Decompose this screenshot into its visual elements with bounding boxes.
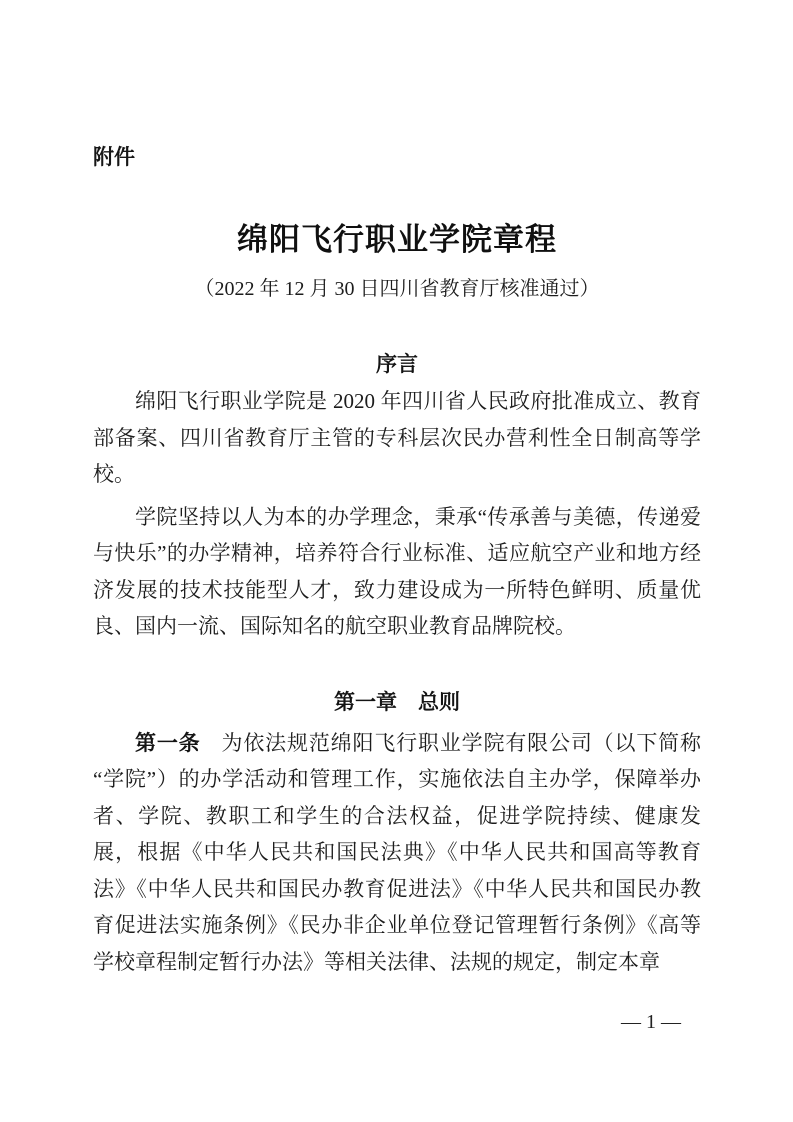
article-1-number: 第一条 xyxy=(135,730,201,755)
preface-heading: 序言 xyxy=(376,353,418,376)
document-title: 绵阳飞行职业学院章程 xyxy=(237,222,557,257)
article-1-paragraph xyxy=(93,725,701,981)
preface-paragraph-1: 绵阳飞行职业学院是 2020 年四川省人民政府批准成立、教育部备案、四川省教育厅主管的专科层次民办营利性全日制高等学校。 xyxy=(93,389,701,486)
approval-note: （2022 年 12 月 30 日四川省教育厅核准通过） xyxy=(194,278,600,300)
chapter-1-heading: 第一章 总则 xyxy=(334,690,460,714)
page-number: — 1 — xyxy=(621,1011,681,1033)
attachment-label: 附件 xyxy=(93,146,135,169)
preface-paragraph-2: 学院坚持以人为本的办学理念，秉承“传承善与美德，传递爱与快乐”的办学精神，培养符合行业标准、适应航空产业和地方经济发展的技术技能型人才，致力建设成为一所特色鲜明、质量优良、国内一流、国际知名的航空职业教育品牌院校。 xyxy=(93,504,701,638)
article-1-text: 为依法规范绵阳飞行职业学院有限公司（以下简称“学院”）的办学活动和管理工作，实施依法自主办学，保障举办者、学院、教职工和学生的合法权益，促进学院持续、健康发展，根据《中华人民共和国民法典》《中华人民共和国高等教育法》《中华人民共和国民办教育促进法》《中华人民共和国民办教育促进法实施条例》《民办非企业单位登记管理暂行条例》《高等学校章程制定暂行办法》等相关法律、法规的规定，制定本章 xyxy=(93,730,701,974)
